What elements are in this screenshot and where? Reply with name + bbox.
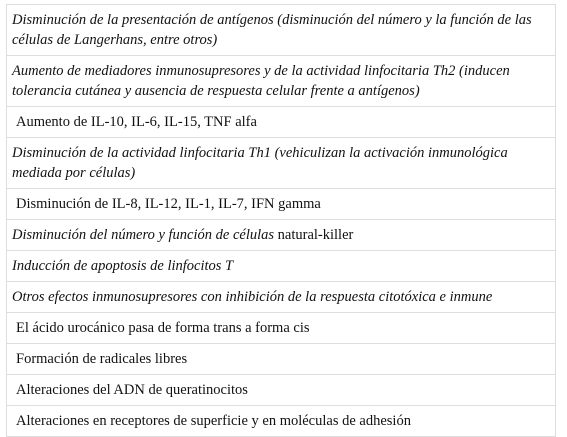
cell-text: Alteraciones en receptores de superficie y en moléculas de adhesión [16,413,411,429]
table-row [7,251,556,282]
cell-text-italic: Disminución del número y función de células [12,227,275,243]
cell-text: Aumento de IL-10, IL-6, IL-15, TNF alfa [16,114,257,130]
table-cell [7,282,556,313]
table-cell [7,189,556,220]
table-row [7,5,556,56]
table-row [7,282,556,313]
table-cell [7,138,556,189]
table-cell [7,313,556,344]
table-row [7,406,556,437]
table-cell [7,251,556,282]
cell-text: El ácido urocánico pasa de forma trans a forma cis [16,320,310,336]
table-cell [7,375,556,406]
cell-text: Formación de radicales libres [16,351,188,367]
table-row [7,344,556,375]
table-cell [7,344,556,375]
table-row [7,107,556,138]
cell-text: Disminución de la presentación de antígenos (disminución del número y la función de las células de Langerhans, entre otros) [12,12,532,48]
cell-text: Alteraciones del ADN de queratinocitos [16,382,248,398]
cell-text: Disminución de IL-8, IL-12, IL-1, IL-7, IFN gamma [16,196,321,212]
cell-text: Disminución de la actividad linfocitaria Th1 (vehiculizan la activación inmunológica mediada por células) [12,145,508,181]
immunosuppression-effects-table [6,4,556,437]
table-row [7,220,556,251]
cell-text: Inducción de apoptosis de linfocitos T [12,258,234,274]
cell-text: Aumento de mediadores inmunosupresores y de la actividad linfocitaria Th2 (inducen tolerancia cutánea y ausencia de respuesta celular frente a antígenos) [12,63,510,99]
cell-text: Otros efectos inmunosupresores con inhibición de la respuesta citotóxica e inmune [12,289,493,305]
table-row [7,375,556,406]
cell-text-roman: natural-killer [274,227,354,243]
table-cell [7,5,556,56]
table-cell [7,220,556,251]
table-row [7,189,556,220]
table-cell [7,406,556,437]
table-row [7,313,556,344]
table-cell [7,56,556,107]
immunosuppression-table-container [6,4,556,437]
table-row [7,56,556,107]
table-cell [7,107,556,138]
table-row [7,138,556,189]
